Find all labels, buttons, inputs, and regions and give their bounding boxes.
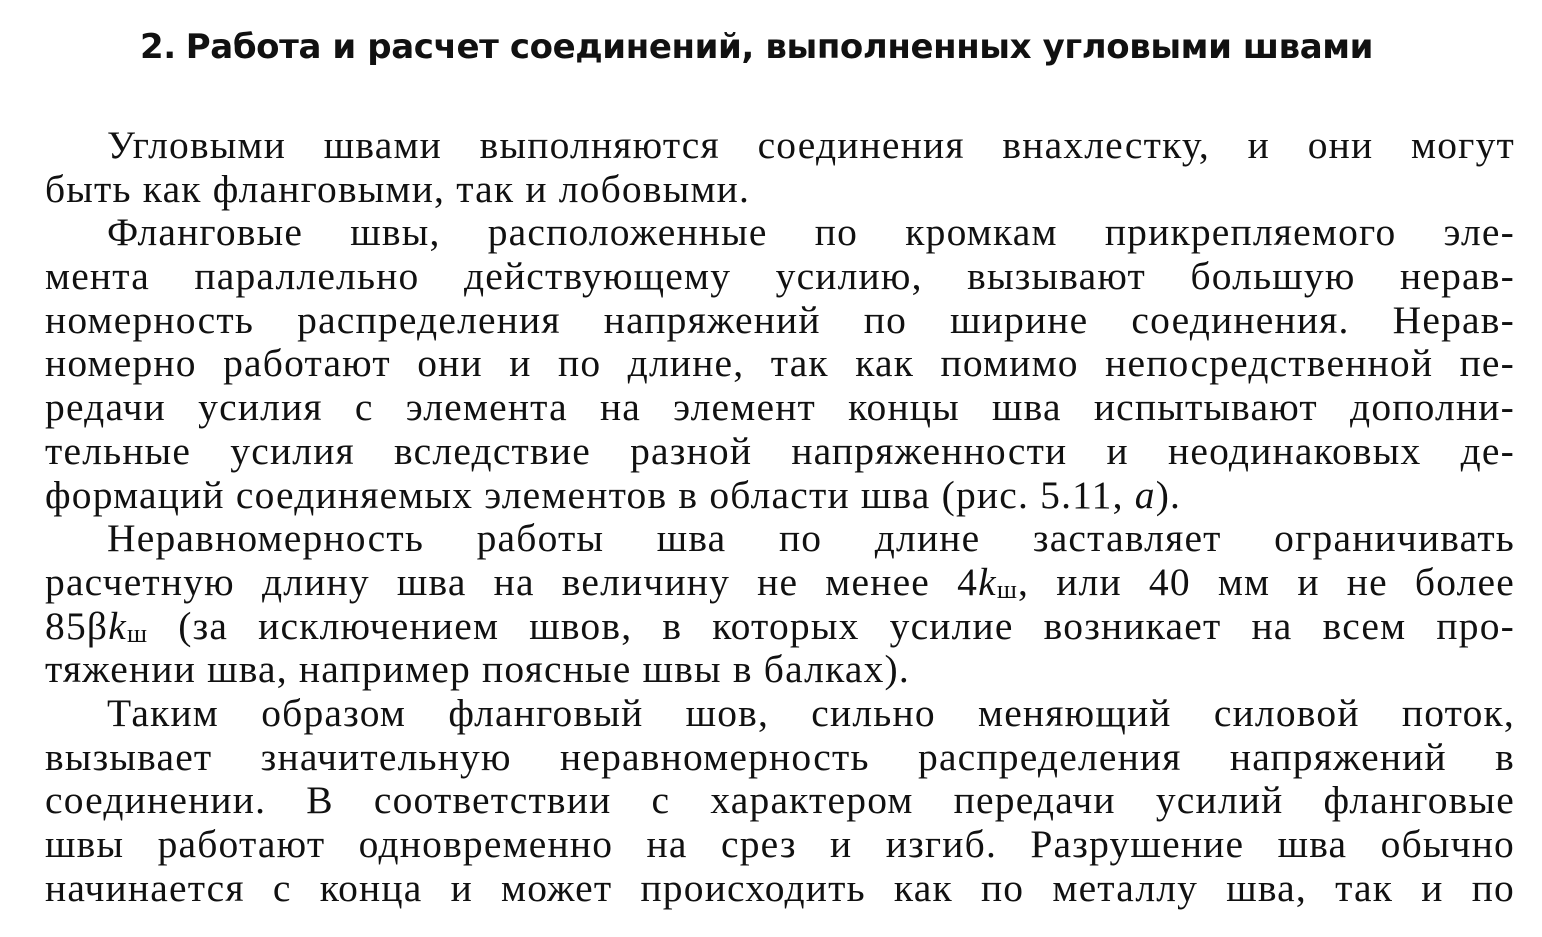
text-fragment: расчетную длину шва на величину не менее 4	[45, 559, 979, 604]
text-fragment: формаций соединяемых элементов в области шва (рис. 5.11,	[45, 472, 1135, 517]
text-line	[45, 474, 1515, 518]
body-text	[45, 124, 1515, 910]
text-line: Таким образом фланговый шов, сильно меняющий силовой поток,	[107, 690, 1515, 735]
text-line: тельные усилия вследствие разной напряженности и неодинаковых де-	[45, 428, 1515, 473]
formula-k: k	[108, 603, 127, 648]
text-fragment: 85β	[45, 603, 109, 648]
text-line: тяжении шва, например поясные швы в балках).	[45, 647, 910, 692]
text-line	[45, 605, 1515, 649]
text-fragment: ).	[1155, 472, 1182, 517]
text-line: вызывает значительную неравномерность распределения напряжений в	[45, 734, 1515, 779]
formula-subscript: ш	[126, 618, 149, 648]
text-line: редачи усилия с элемента на элемент концы шва испытывают дополни-	[45, 385, 1515, 430]
text-fragment: (за исключением швов, в которых усилие возникает на всем про-	[148, 603, 1515, 648]
section-heading	[140, 20, 1402, 74]
text-line: соединении. В соответствии с характером передачи усилий фланговые	[45, 778, 1515, 823]
text-line: швы работают одновременно на срез и изгиб. Разрушение шва обычно	[45, 822, 1515, 866]
text-line: мента параллельно действующему усилию, вызывают большую нерав-	[45, 254, 1515, 299]
formula-subscript: ш	[996, 574, 1019, 604]
text-line: номерность распределения напряжений по ширине соединения. Нерав-	[45, 297, 1515, 342]
formula-k: k	[978, 559, 997, 604]
text-line: начинается с конца и может происходить как по металлу шва, так и по	[45, 865, 1515, 910]
text-line: Фланговые швы, расположенные по кромкам прикрепляемого эле-	[107, 210, 1515, 255]
text-line: номерно работают они и по длине, так как помимо непосредственной пе-	[45, 341, 1515, 386]
text-line	[45, 561, 1515, 605]
section-title: Работа и расчет соединений, выполненных угловыми швами	[185, 27, 1374, 67]
text-line: быть как фланговыми, так и лобовыми.	[45, 166, 751, 211]
text-fragment: , или 40 мм и не более	[1018, 559, 1515, 604]
text-line: Угловыми швами выполняются соединения внахлестку, и они могут	[107, 123, 1515, 167]
text-line: Неравномерность работы шва по длине заставляет ограничивать	[107, 516, 1515, 561]
section-number: 2.	[140, 27, 176, 67]
figure-ref-letter: а	[1134, 472, 1156, 517]
